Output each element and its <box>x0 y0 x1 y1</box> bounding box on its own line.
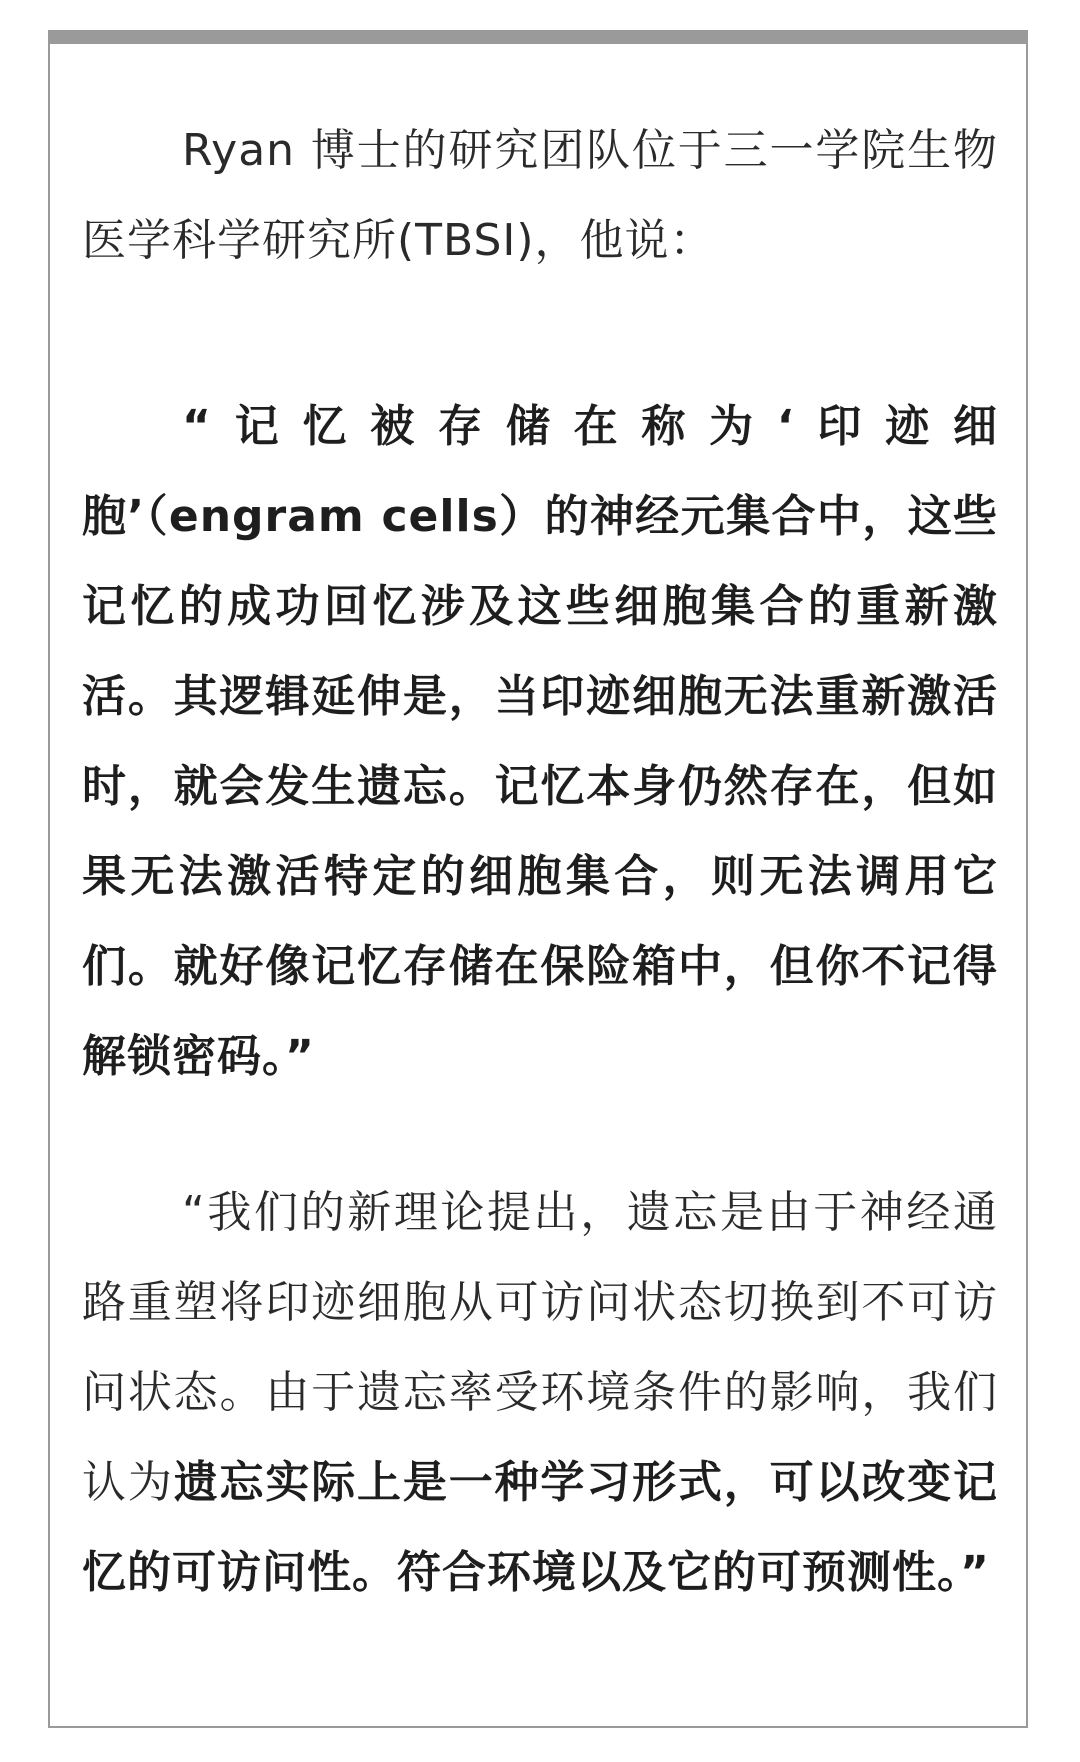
quote-regular-text: “我们的新理论提出，遗忘是由于神经通路重塑将印迹细胞从可访问状态切换到不可访问状态。由于遗忘率受环境条件的影响，我们认为 <box>82 1187 998 1508</box>
quote-paragraph-forgetting <box>82 1168 998 1618</box>
quote-bold-text: 遗忘实际上是一种学习形式，可以改变记忆的可访问性。符合环境以及它的可预测性。” <box>82 1457 999 1598</box>
article-card <box>48 30 1028 1728</box>
quote-paragraph-engram: “记忆被存储在称为‘印迹细胞’（engram cells）的神经元集合中，这些记忆的成功回忆涉及这些细胞集合的重新激活。其逻辑延伸是，当印迹细胞无法重新激活时，就会发生遗忘。记忆本身仍然存在，但如果无法激活特定的细胞集合，则无法调用它们。就好像记忆存储在保险箱中，但你不记得解锁密码。” <box>82 401 998 1082</box>
intro-paragraph: Ryan 博士的研究团队位于三一学院生物医学科学研究所(TBSI)，他说： <box>82 125 998 266</box>
